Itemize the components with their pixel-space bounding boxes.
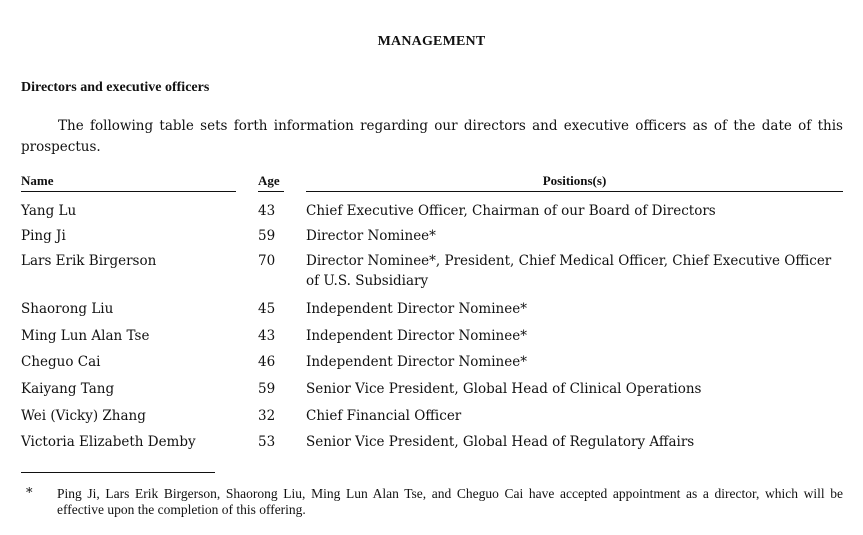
cell-name: Yang Lu bbox=[21, 203, 77, 219]
cell-name: Shaorong Liu bbox=[21, 301, 114, 317]
footnote-text: Ping Ji, Lars Erik Birgerson, Shaorong Liu, Ming Lun Alan Tse, and Cheguo Cai have accepted appointment as a director, which will be effective upon the completion of this offering. bbox=[57, 486, 843, 517]
cell-positions: Independent Director Nominee* bbox=[306, 354, 527, 370]
section-heading: Directors and executive officers bbox=[21, 80, 210, 95]
footnote-divider bbox=[21, 472, 215, 473]
intro-paragraph: The following table sets forth information regarding our directors and executive officers as of the date of this prospectus. bbox=[21, 118, 843, 155]
cell-positions: Director Nominee*, President, Chief Medical Officer, Chief Executive Officer of U.S. Subsidiary bbox=[306, 253, 832, 289]
cell-age: 46 bbox=[258, 354, 276, 370]
header-name: Name bbox=[21, 173, 54, 188]
header-rule-age bbox=[258, 191, 284, 192]
cell-positions: Chief Financial Officer bbox=[306, 408, 462, 424]
cell-age: 59 bbox=[258, 381, 276, 397]
cell-name: Ming Lun Alan Tse bbox=[21, 328, 150, 344]
cell-name: Victoria Elizabeth Demby bbox=[21, 434, 196, 450]
cell-name: Wei (Vicky) Zhang bbox=[21, 408, 146, 424]
header-positions: Positions(s) bbox=[542, 173, 607, 188]
cell-name: Kaiyang Tang bbox=[21, 381, 115, 397]
cell-positions: Chief Executive Officer, Chairman of our Board of Directors bbox=[306, 203, 716, 219]
cell-name: Lars Erik Birgerson bbox=[21, 253, 157, 269]
cell-age: 59 bbox=[258, 228, 276, 244]
header-rule-name bbox=[21, 191, 236, 192]
cell-age: 53 bbox=[258, 434, 276, 450]
cell-age: 32 bbox=[258, 408, 276, 424]
cell-positions: Director Nominee* bbox=[306, 228, 436, 244]
cell-positions: Senior Vice President, Global Head of Clinical Operations bbox=[306, 381, 702, 397]
cell-age: 43 bbox=[258, 328, 276, 344]
cell-age: 70 bbox=[258, 253, 276, 269]
cell-positions: Independent Director Nominee* bbox=[306, 301, 527, 317]
header-age: Age bbox=[258, 173, 280, 188]
header-rule-positions bbox=[306, 191, 843, 192]
cell-name: Cheguo Cai bbox=[21, 354, 101, 370]
cell-name: Ping Ji bbox=[21, 228, 66, 244]
page-title: MANAGEMENT bbox=[377, 34, 486, 49]
footnote-mark: * bbox=[26, 486, 33, 501]
cell-positions: Independent Director Nominee* bbox=[306, 328, 527, 344]
cell-age: 43 bbox=[258, 203, 276, 219]
cell-positions: Senior Vice President, Global Head of Regulatory Affairs bbox=[306, 434, 695, 450]
cell-age: 45 bbox=[258, 301, 276, 317]
